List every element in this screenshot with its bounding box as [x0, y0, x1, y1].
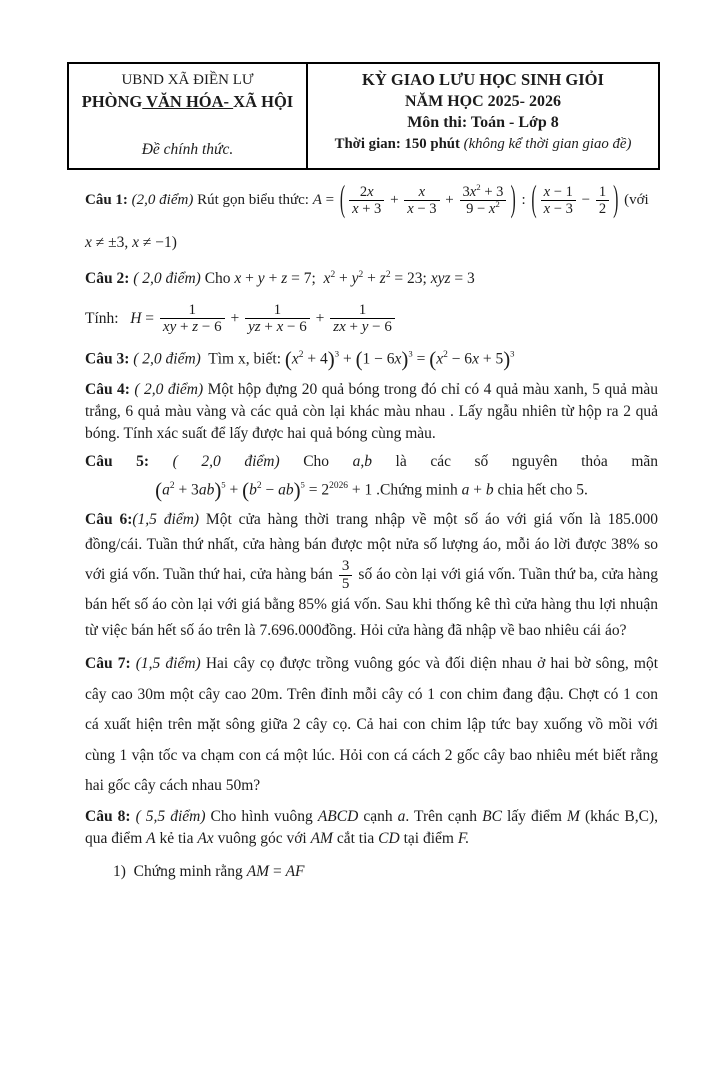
- official-exam-label: Đề chính thức.: [141, 141, 234, 158]
- exam-page: [0, 62, 725, 1086]
- duration-note: (không kể thời gian giao đề): [463, 135, 632, 152]
- duration-bold: Thời gian: 150 phút: [334, 135, 464, 152]
- header-right-cell: [306, 64, 658, 168]
- exam-header-table: [67, 62, 660, 170]
- dept-name: [69, 91, 306, 113]
- question-4: Câu 4: ( 2,0 điểm) Một hộp đựng 20 quả bóng trong đó chỉ có 4 quả màu xanh, 5 quả màu trắng, 6 quả màu vàng và các quả còn lại khác màu nhau . Lấy ngẫu nhiên từ hộp ra 2 quả bóng. Tính xác suất để lấy được hai quả bóng cùng màu.: [85, 380, 658, 442]
- question-1-condition: x ≠ ±3, x ≠ −1): [85, 233, 177, 251]
- duration-line: [308, 134, 658, 156]
- org-name: UBND XÃ ĐIỀN LƯ: [121, 72, 254, 88]
- question-6: Câu 6:(1,5 điểm) Một cửa hàng thời trang nhập về một số áo với giá vốn là 185.000 đồng/cái. Tuần thứ nhất, cửa hàng bán được một nửa số lượng áo, mỗi áo lời được 38% so với giá vốn. Tuần thứ hai, cửa hàng bán $\frac{3}{5}$ số áo còn lại với giá vốn. Tuần thứ ba, cửa hàng bán hết số áo còn lại với giá bằng 85% giá vốn. Sau khi thống kê thì cửa hàng thu lợi nhuận từ việc bán hết số áo trên là 7.696.000đồng. Hỏi cửa hàng đã nhập về bao nhiêu cái áo?: [85, 510, 658, 639]
- question-2: Câu 2: ( 2,0 điểm) Cho x + y + z = 7; $x^2 + y^2 + z^2 = 23$; xyz = 3: [85, 269, 475, 287]
- subject-line: Môn thi: Toán - Lớp 8: [407, 114, 559, 131]
- dept-prefix: PHÒNG: [81, 92, 143, 111]
- question-5-intro: Câu 5: ( 2,0 điểm) Cho a,b là các số nguyên thỏa mãn: [85, 452, 659, 470]
- header-left-cell: [69, 64, 306, 168]
- question-8-item-1: 1) Chứng minh rằng AM = AF: [113, 862, 305, 880]
- question-5-formula: $(a^2 + 3ab)^5 + (b^2 - ab)^5 = 2^{2026} + 1$ .Chứng minh a + b chia hết cho 5.: [155, 477, 588, 502]
- dept-underlined: VĂN HÓA-: [142, 92, 234, 111]
- dept-suffix: XÃ HỘI: [233, 92, 294, 111]
- question-2-compute: Tính: H = $\frac{1}{xy + z - 6}$ + $\frac{1}{yz + x - 6}$ + $\frac{1}{zx + y - 6}$: [85, 302, 658, 337]
- school-year: NĂM HỌC 2025- 2026: [405, 92, 561, 110]
- question-8: Câu 8: ( 5,5 điểm) Cho hình vuông ABCD cạnh a. Trên cạnh BC lấy điểm M (khác B,C), qua điểm A kẻ tia Ax vuông góc với AM cắt tia CD tại điểm F.: [85, 807, 659, 848]
- question-1: Câu 1: (2,0 điểm) Rút gọn biểu thức: A = ( $\frac{2x}{x + 3}$ + $\frac{x}{x - 3}$ + $\frac{3x^2 + 3}{9 - x^2}$ ) : ( $\frac{x - 1}{x - 3}$ − $\frac{1}{2}$ ) (với: [85, 179, 649, 220]
- question-7: Câu 7: (1,5 điểm) Hai cây cọ được trồng vuông góc và đối diện nhau ở hai bờ sông, một cây cao 30m một cây cao 20m. Trên đỉnh mỗi cây có 1 con chim đang đậu. Chợt có 1 con cá xuất hiện trên mặt sông giữa 2 cây cọ. Cả hai con chim lập tức bay xuống vồ mồi với cùng 1 vận tốc va chạm con cá một lúc. Hỏi con cá cách 2 gốc cây bao nhiêu mét biết rằng hai gốc cây cách nhau 50m?: [85, 655, 659, 795]
- exam-title: KỲ GIAO LƯU HỌC SINH GIỎI: [362, 70, 604, 89]
- question-3: Câu 3: ( 2,0 điểm) Tìm x, biết: $(x^2 + 4)^3 + (1 - 6x)^3 = (x^2 - 6x + 5)^3$: [85, 347, 515, 372]
